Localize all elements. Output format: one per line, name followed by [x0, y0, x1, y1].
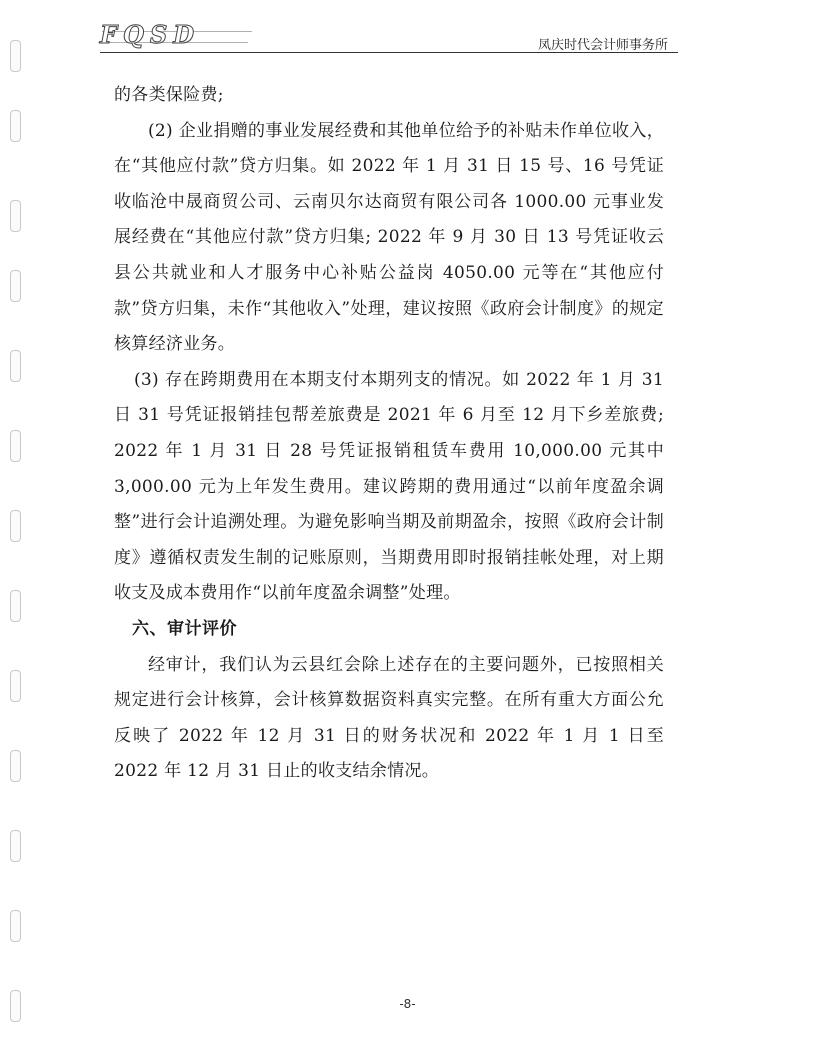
binding-hole — [10, 430, 21, 462]
paragraph-item-2: (2) 企业捐赠的事业发展经费和其他单位给予的补贴未作单位收入，在“其他应付款”贷方归集。如 2022 年 1 月 31 日 15 号、16 号凭证收临沧中晟商贸公司、云南贝尔达商贸有限公司各 1000.00 元事业发展经费在“其他应付款”贷方归集; 2022 年 9 月 30 日 13 号凭证收云县公共就业和人才服务中心补贴公益岗 4050.00 元等在“其他应付款”贷方归集，未作“其他收入”处理，建议按照《政府会计制度》的规定核算经济业务。 — [114, 120, 664, 355]
page-number: -8- — [399, 997, 416, 1011]
binding-hole — [10, 200, 21, 232]
binding-hole — [10, 40, 21, 72]
binding-holes — [6, 20, 28, 1030]
document-body — [114, 78, 664, 790]
binding-hole — [10, 670, 21, 702]
binding-hole — [10, 270, 21, 302]
firm-logo: FQSD — [100, 20, 201, 49]
binding-hole — [10, 110, 21, 142]
page-header — [100, 22, 678, 52]
header-rule — [100, 52, 678, 53]
binding-hole — [10, 910, 21, 942]
paragraph-continued: 的各类保险费; — [114, 85, 224, 105]
binding-hole — [10, 510, 21, 542]
firm-name: 凤庆时代会计师事务所 — [537, 38, 668, 53]
binding-hole — [10, 830, 21, 862]
paragraph-item-3: (3) 存在跨期费用在本期支付本期列支的情况。如 2022 年 1 月 31 日 31 号凭证报销挂包帮差旅费是 2021 年 6 月至 12 月下乡差旅费; 2022 年 1 月 31 日 28 号凭证报销租赁车费用 10,000.00 元其中 3,000.00 元为上年发生费用。建议跨期的费用通过“以前年度盈余调整”进行会计追溯处理。为避免影响当期及前期盈余，按照《政府会计制度》遵循权责发生制的记账原则，当期费用即时报销挂帐处理，对上期收支及成本费用作“以前年度盈余调整”处理。 — [114, 369, 664, 604]
paragraph-audit-opinion: 经审计，我们认为云县红会除上述存在的主要问题外，已按照相关规定进行会计核算，会计核算数据资料真实完整。在所有重大方面公允反映了 2022 年 12 月 31 日的财务状况和 2022 年 1 月 1 日至 2022 年 12 月 31 日止的收支结余情况。 — [114, 654, 664, 782]
binding-hole — [10, 350, 21, 382]
binding-hole — [10, 590, 21, 622]
section-heading: 六、审计评价 — [132, 618, 237, 639]
binding-hole — [10, 750, 21, 782]
